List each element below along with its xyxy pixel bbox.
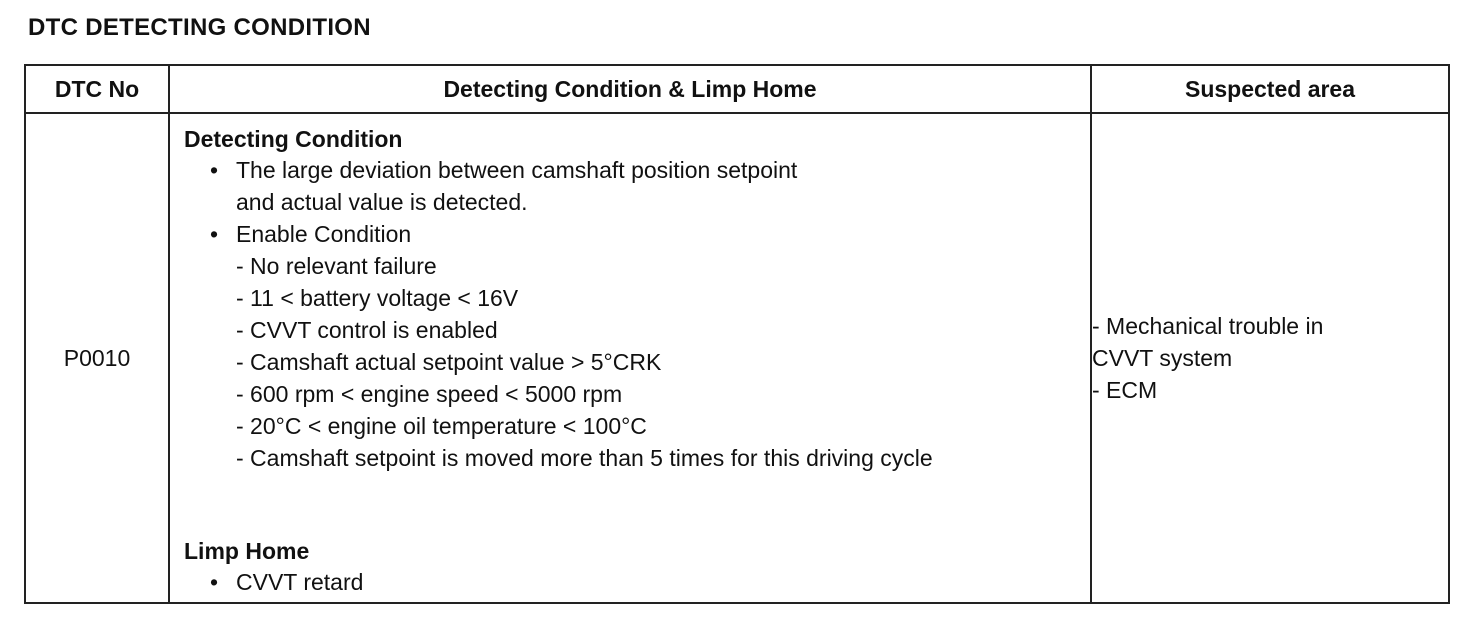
enable-condition-list <box>184 250 1090 474</box>
condition-bullet-enable <box>184 218 1090 250</box>
list-item: - Camshaft setpoint is moved more than 5 times for this driving cycle <box>236 445 933 471</box>
detecting-condition-section <box>170 114 1090 474</box>
limp-home-bullet <box>184 566 363 598</box>
list-item: - CVVT control is enabled <box>236 317 498 343</box>
condition-text-continued: and actual value is detected. <box>236 189 528 215</box>
header-dtc-no: DTC No <box>25 65 169 113</box>
enable-condition-label: Enable Condition <box>236 221 412 247</box>
list-item: - 20°C < engine oil temperature < 100°C <box>236 413 647 439</box>
dtc-code-cell: P0010 <box>25 113 169 603</box>
bullet-icon: • <box>210 569 219 595</box>
list-item: - Camshaft actual setpoint value > 5°CRK <box>236 349 662 375</box>
detecting-condition-heading: Detecting Condition <box>184 126 403 152</box>
list-item: - No relevant failure <box>236 253 437 279</box>
suspected-area-cell <box>1091 113 1449 603</box>
list-item: - 600 rpm < engine speed < 5000 rpm <box>236 381 623 407</box>
condition-text: The large deviation between camshaft position setpoint <box>236 157 798 183</box>
table-header-row <box>25 65 1449 113</box>
table-row <box>25 113 1449 603</box>
limp-home-heading: Limp Home <box>184 538 310 564</box>
header-detecting-condition: Detecting Condition & Limp Home <box>169 65 1091 113</box>
limp-home-section <box>184 536 363 598</box>
suspected-line: - Mechanical trouble in <box>1092 313 1324 339</box>
suspected-line: CVVT system <box>1092 345 1233 371</box>
bullet-icon: • <box>210 157 219 183</box>
header-suspected-area: Suspected area <box>1091 65 1449 113</box>
dtc-table <box>24 64 1450 604</box>
list-item: - 11 < battery voltage < 16V <box>236 285 519 311</box>
page-title: DTC DETECTING CONDITION <box>28 14 371 41</box>
condition-bullet-deviation <box>184 154 1090 186</box>
suspected-line: - ECM <box>1092 377 1158 403</box>
limp-home-text: CVVT retard <box>236 569 364 595</box>
bullet-icon: • <box>210 221 219 247</box>
condition-cell <box>169 113 1091 603</box>
